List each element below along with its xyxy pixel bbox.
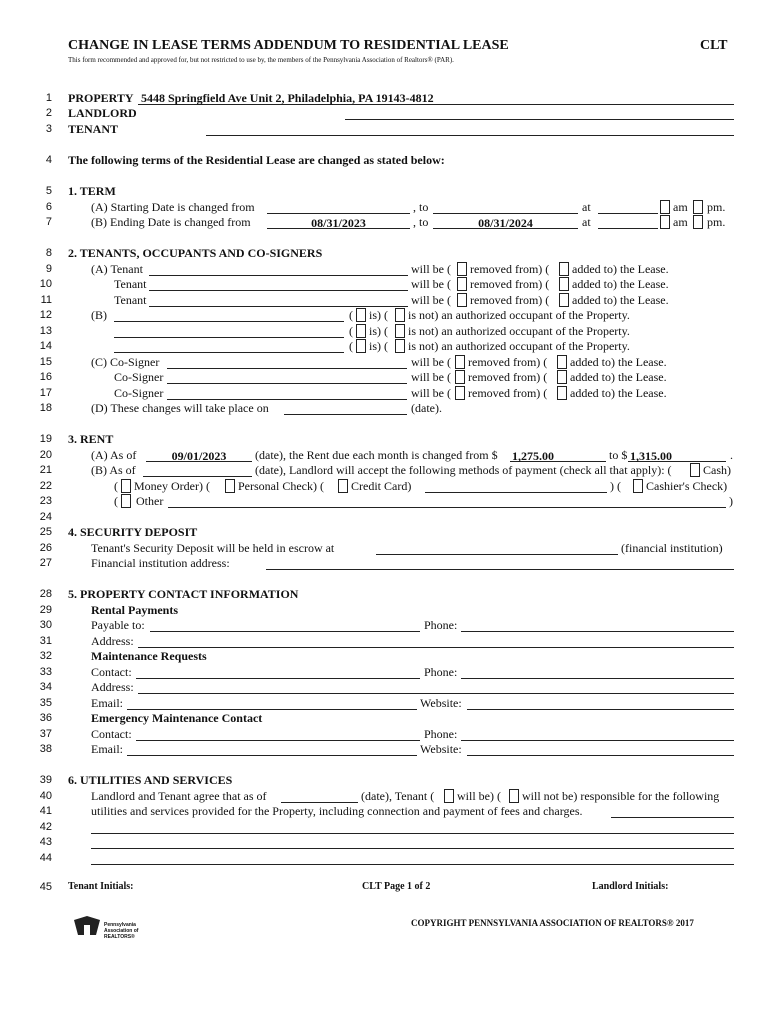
line-number: 36 — [39, 712, 52, 724]
landlord-initials-label: Landlord Initials: — [592, 881, 669, 892]
will-not-be-label: will not be) responsible for the following — [522, 789, 720, 803]
tenant-name-field[interactable] — [149, 275, 408, 276]
is-not-label: is not) an authorized occupant of the Property. — [408, 324, 630, 338]
other-checkbox[interactable] — [121, 494, 131, 508]
added-label: added to) the Lease. — [572, 293, 669, 307]
page-indicator: CLT Page 1 of 2 — [362, 881, 431, 892]
line-number: 16 — [39, 371, 52, 383]
phone-label: Phone: — [424, 665, 458, 679]
is-checkbox[interactable] — [356, 324, 366, 338]
changes-date-field[interactable] — [284, 414, 407, 415]
removed-label: removed from) ( — [468, 355, 548, 369]
cosigner-c-label: (C) Co-Signer — [91, 355, 160, 369]
form-code: CLT — [700, 38, 728, 53]
tenant-initials-label: Tenant Initials: — [68, 881, 134, 892]
is-checkbox[interactable] — [356, 339, 366, 353]
cashiers-check-checkbox[interactable] — [633, 479, 643, 493]
line-number: 13 — [39, 325, 52, 337]
payment-b-label: (B) As of — [91, 463, 136, 477]
line-number: 9 — [45, 263, 52, 275]
institution-field[interactable] — [376, 554, 618, 555]
utilities-field[interactable] — [91, 864, 734, 865]
line-number: 15 — [39, 356, 52, 368]
tenant-label: TENANT — [68, 122, 119, 136]
line-number: 41 — [39, 805, 52, 817]
credit-card-checkbox[interactable] — [338, 479, 348, 493]
occupant-name-field[interactable] — [114, 321, 344, 322]
line-number: 4 — [45, 154, 52, 166]
line-number: 11 — [40, 294, 52, 306]
line-number: 25 — [39, 526, 52, 538]
open-paren: ( — [114, 479, 118, 493]
payment-date-field[interactable] — [143, 476, 252, 477]
added-checkbox[interactable] — [559, 293, 569, 307]
contact-label: Contact: — [91, 665, 132, 679]
cosigner-name-field[interactable] — [167, 383, 407, 384]
is-label: is) ( — [369, 324, 388, 338]
removed-label: removed from) ( — [470, 277, 550, 291]
will-be-label: will be ( — [411, 370, 451, 384]
rent-heading: 3. RENT — [68, 432, 114, 446]
is-not-checkbox[interactable] — [395, 308, 405, 322]
is-not-label: is not) an authorized occupant of the Property. — [408, 308, 630, 322]
deposit-held-text: Tenant's Security Deposit will be held in escrow at — [91, 541, 335, 555]
copyright: COPYRIGHT PENNSYLVANIA ASSOCIATION OF REALTORS® 2017 — [411, 918, 694, 928]
cash-checkbox[interactable] — [690, 463, 700, 477]
occupant-b-label: (B) — [91, 308, 107, 322]
line-number: 34 — [39, 681, 52, 693]
added-checkbox[interactable] — [559, 277, 569, 291]
line-number: 2 — [45, 107, 52, 119]
property-field[interactable]: 5448 Springfield Ave Unit 2, Philadelphia, PA 19143-4812 — [141, 91, 434, 105]
is-not-label: is not) an authorized occupant of the Property. — [408, 339, 630, 353]
end-time-field[interactable] — [598, 228, 658, 229]
removed-checkbox[interactable] — [457, 262, 467, 276]
utilities-line2: utilities and services provided for the Property, including connection and payment of fees and charges. — [91, 804, 583, 818]
occupant-name-field[interactable] — [114, 352, 344, 353]
added-label: added to) the Lease. — [572, 262, 669, 276]
utilities-text-a: Landlord and Tenant agree that as of — [91, 789, 267, 803]
rental-payments-heading: Rental Payments — [91, 603, 178, 617]
line-number: 12 — [39, 309, 52, 321]
line-number: 7 — [45, 216, 52, 228]
emergency-phone-field[interactable] — [461, 740, 734, 741]
start-time-field[interactable] — [598, 213, 658, 214]
landlord-field[interactable] — [345, 119, 734, 120]
am-label: am — [673, 215, 688, 229]
at-label: at — [582, 215, 591, 229]
end-date-text: (B) Ending Date is changed from — [91, 215, 251, 229]
line-number: 19 — [39, 433, 52, 445]
removed-label: removed from) ( — [470, 293, 550, 307]
is-not-checkbox[interactable] — [395, 324, 405, 338]
occupant-name-field[interactable] — [114, 337, 344, 338]
line-number: 44 — [39, 852, 52, 864]
landlord-label: LANDLORD — [68, 106, 137, 120]
cash-label: Cash) — [703, 463, 731, 477]
will-be-label: will be ( — [411, 386, 451, 400]
close-paren: ) — [729, 494, 733, 508]
address-label: Address: — [91, 680, 134, 694]
line-number: 37 — [39, 728, 52, 740]
open-paren: ( — [349, 339, 353, 353]
end-am-checkbox[interactable] — [660, 215, 670, 229]
phone-label: Phone: — [424, 618, 458, 632]
open-paren: ( — [114, 494, 118, 508]
line-number: 20 — [39, 449, 52, 461]
cosigner-name-field[interactable] — [167, 399, 407, 400]
emergency-heading: Emergency Maintenance Contact — [91, 711, 263, 725]
is-label: is) ( — [369, 308, 388, 322]
end-from-field[interactable]: 08/31/2023 — [311, 216, 366, 230]
cosigner-label: Co-Signer — [114, 386, 164, 400]
end-pm-checkbox[interactable] — [693, 215, 703, 229]
line-number: 31 — [39, 635, 52, 647]
maintenance-phone-field[interactable] — [461, 678, 734, 679]
credit-card-field[interactable] — [425, 492, 607, 493]
line-number: 39 — [39, 774, 52, 786]
line-number: 10 — [39, 278, 52, 290]
will-be-label: will be ( — [411, 262, 451, 276]
institution-address-label: Financial institution address: — [91, 556, 230, 570]
tenant-name-field[interactable] — [149, 290, 408, 291]
added-checkbox[interactable] — [559, 262, 569, 276]
rent-date-field[interactable]: 09/01/2023 — [171, 449, 227, 463]
pm-label: pm. — [707, 200, 726, 214]
line-number: 28 — [39, 588, 52, 600]
removed-checkbox[interactable] — [455, 370, 465, 384]
line-number: 1 — [45, 92, 52, 104]
rent-to-field[interactable]: 1,315.00 — [630, 449, 672, 463]
is-not-checkbox[interactable] — [395, 339, 405, 353]
rent-to-text: to $ — [609, 448, 628, 462]
money-order-label: Money Order) ( — [134, 479, 210, 493]
tenant-label: Tenant — [114, 293, 147, 307]
line-number: 42 — [39, 821, 52, 833]
par-logo — [72, 914, 152, 940]
open-paren: ( — [349, 308, 353, 322]
line-number: 24 — [39, 511, 52, 523]
will-not-be-checkbox[interactable] — [509, 789, 519, 803]
payable-field[interactable] — [150, 631, 420, 632]
removed-checkbox[interactable] — [457, 277, 467, 291]
term-heading: 1. TERM — [68, 184, 116, 198]
other-label: Other — [136, 494, 164, 508]
website-label: Website: — [420, 696, 462, 710]
removed-label: removed from) ( — [468, 370, 548, 384]
personal-check-checkbox[interactable] — [225, 479, 235, 493]
other-field[interactable] — [168, 507, 726, 508]
tenant-a-label: (A) Tenant — [91, 262, 143, 276]
cosigner-label: Co-Signer — [114, 370, 164, 384]
at-label: at — [582, 200, 591, 214]
start-from-field[interactable] — [267, 213, 410, 214]
will-be-label: will be ( — [411, 355, 451, 369]
form-title: CHANGE IN LEASE TERMS ADDENDUM TO RESIDENTIAL LEASE — [68, 38, 509, 53]
added-label: added to) the Lease. — [570, 355, 667, 369]
added-checkbox[interactable] — [557, 386, 567, 400]
tenant-label: Tenant — [114, 277, 147, 291]
will-be-label: will be) ( — [457, 789, 501, 803]
to-label: , to — [413, 215, 429, 229]
par-logo-text: Pennsylvania Association of REALTORS® — [104, 922, 139, 940]
removed-label: removed from) ( — [468, 386, 548, 400]
line-number: 33 — [39, 666, 52, 678]
start-am-checkbox[interactable] — [660, 200, 670, 214]
end-to-field[interactable]: 08/31/2024 — [478, 216, 533, 230]
close-open-paren: ) ( — [610, 479, 621, 493]
property-label: PROPERTY — [68, 91, 134, 105]
deposit-heading: 4. SECURITY DEPOSIT — [68, 525, 198, 539]
am-label: am — [673, 200, 688, 214]
money-order-checkbox[interactable] — [121, 479, 131, 493]
emergency-contact-field[interactable] — [136, 740, 420, 741]
line-number: 6 — [45, 201, 52, 213]
added-checkbox[interactable] — [557, 355, 567, 369]
line-number: 40 — [39, 790, 52, 802]
removed-checkbox[interactable] — [457, 293, 467, 307]
to-label: , to — [413, 200, 429, 214]
removed-label: removed from) ( — [470, 262, 550, 276]
line-number: 32 — [39, 650, 52, 662]
start-date-text: (A) Starting Date is changed from — [91, 200, 255, 214]
will-be-label: will be ( — [411, 293, 451, 307]
added-label: added to) the Lease. — [570, 386, 667, 400]
line-number: 14 — [39, 340, 52, 352]
utilities-heading: 6. UTILITIES AND SERVICES — [68, 773, 233, 787]
personal-check-label: Personal Check) ( — [238, 479, 324, 493]
line-number: 29 — [39, 604, 52, 616]
maintenance-address-field[interactable] — [138, 693, 734, 694]
utilities-field[interactable] — [91, 848, 734, 849]
added-checkbox[interactable] — [557, 370, 567, 384]
is-label: is) ( — [369, 339, 388, 353]
phone-label: Phone: — [424, 727, 458, 741]
payable-phone-field[interactable] — [461, 631, 734, 632]
line-number: 38 — [39, 743, 52, 755]
maintenance-website-field[interactable] — [467, 709, 734, 710]
is-checkbox[interactable] — [356, 308, 366, 322]
line-number: 30 — [39, 619, 52, 631]
open-paren: ( — [349, 324, 353, 338]
maintenance-heading: Maintenance Requests — [91, 649, 207, 663]
address-label: Address: — [91, 634, 134, 648]
tenant-name-field[interactable] — [149, 306, 408, 307]
website-label: Website: — [420, 742, 462, 756]
maintenance-contact-field[interactable] — [136, 678, 420, 679]
payable-address-field[interactable] — [138, 647, 734, 648]
institution-label: (financial institution) — [621, 541, 723, 555]
utilities-field[interactable] — [91, 833, 734, 834]
removed-checkbox[interactable] — [455, 355, 465, 369]
payment-methods-text: (date), Landlord will accept the following methods of payment (check all that apply): ( — [255, 463, 672, 477]
tenants-heading: 2. TENANTS, OCCUPANTS AND CO-SIGNERS — [68, 246, 323, 260]
email-label: Email: — [91, 742, 123, 756]
added-label: added to) the Lease. — [572, 277, 669, 291]
date-suffix: (date). — [411, 401, 442, 415]
email-label: Email: — [91, 696, 123, 710]
added-label: added to) the Lease. — [570, 370, 667, 384]
utilities-date-field[interactable] — [281, 802, 358, 803]
line-number: 18 — [39, 402, 52, 414]
changes-date-text: (D) These changes will take place on — [91, 401, 269, 415]
par-keystone-icon — [72, 916, 102, 936]
line-number: 21 — [39, 464, 52, 476]
payable-label: Payable to: — [91, 618, 145, 632]
line-number: 35 — [39, 697, 52, 709]
rent-from-field[interactable]: 1,275.00 — [512, 449, 554, 463]
maintenance-email-field[interactable] — [127, 709, 417, 710]
credit-card-label: Credit Card) — [351, 479, 412, 493]
line-number: 45 — [39, 881, 52, 893]
contact-heading: 5. PROPERTY CONTACT INFORMATION — [68, 587, 299, 601]
contact-label: Contact: — [91, 727, 132, 741]
start-to-field[interactable] — [433, 213, 578, 214]
removed-checkbox[interactable] — [455, 386, 465, 400]
line-number: 27 — [39, 557, 52, 569]
line-number: 43 — [39, 836, 52, 848]
rent-change-text: (date), the Rent due each month is changed from $ — [255, 448, 498, 462]
line-number: 22 — [39, 480, 52, 492]
rent-a-label: (A) As of — [91, 448, 137, 462]
will-be-label: will be ( — [411, 277, 451, 291]
tenant-field[interactable] — [206, 135, 734, 136]
line-number: 8 — [45, 247, 52, 259]
rent-period: . — [730, 448, 733, 462]
start-pm-checkbox[interactable] — [693, 200, 703, 214]
form-subtitle: This form recommended and approved for, but not restricted to use by, the members of the Pennsylvania Association of Realtors® (PAR). — [68, 56, 454, 64]
emergency-website-field[interactable] — [467, 755, 734, 756]
cashiers-check-label: Cashier's Check) — [646, 479, 728, 493]
institution-address-field[interactable] — [266, 569, 734, 570]
line-number: 5 — [45, 185, 52, 197]
intro-text: The following terms of the Residential Lease are changed as stated below: — [68, 153, 445, 167]
utilities-text-b: (date), Tenant ( — [361, 789, 435, 803]
cosigner-name-field[interactable] — [167, 368, 407, 369]
pm-label: pm. — [707, 215, 726, 229]
emergency-email-field[interactable] — [127, 755, 417, 756]
line-number: 26 — [39, 542, 52, 554]
will-be-checkbox[interactable] — [444, 789, 454, 803]
utilities-field[interactable] — [611, 817, 734, 818]
line-number: 17 — [39, 387, 52, 399]
line-number: 23 — [39, 495, 52, 507]
line-number: 3 — [45, 123, 52, 135]
